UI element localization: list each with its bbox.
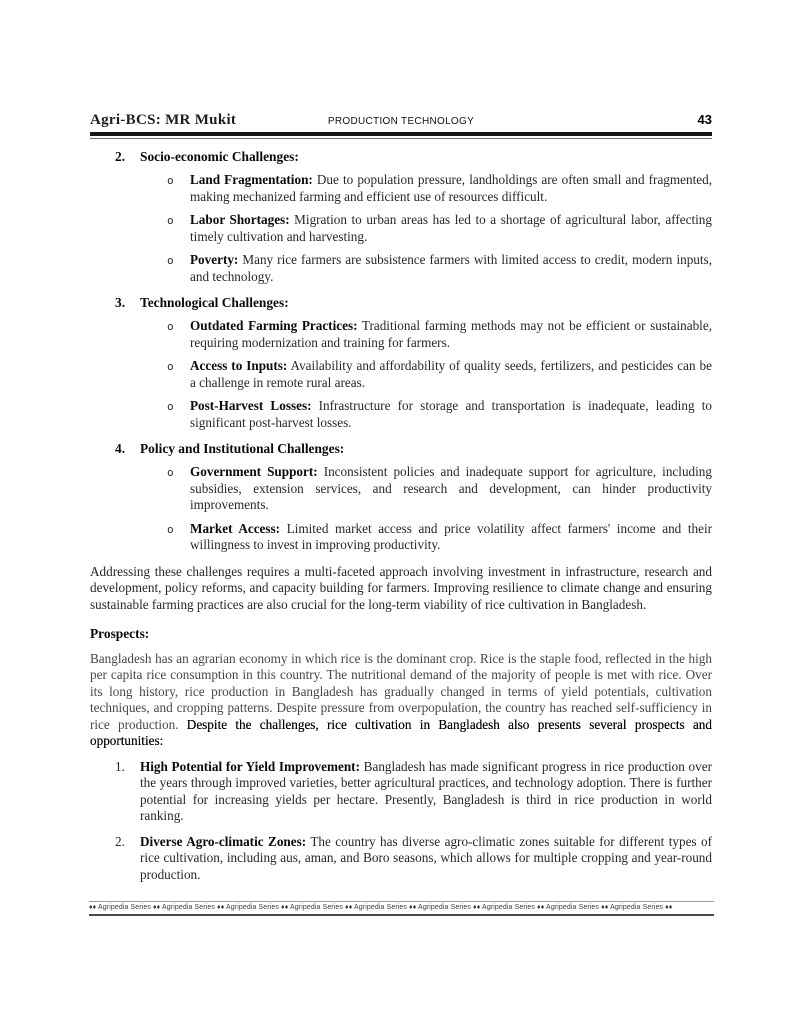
section-number: 3.: [115, 295, 126, 310]
bullet-label: Labor Shortages:: [190, 212, 290, 227]
page-footer: [89, 901, 714, 916]
page-header: [90, 112, 712, 129]
page-content: [90, 112, 712, 883]
prospect-item: [90, 834, 712, 884]
bullet-label: Post-Harvest Losses:: [190, 398, 312, 413]
item-text: The country has diverse agro-climatic zones suitable for different types of rice cultivation, including aus, aman, and Boro seasons, which allows for multiple cropping and year-round production.: [140, 833, 713, 882]
circle-bullet-icon: o: [167, 174, 174, 187]
circle-bullet-icon: o: [167, 466, 174, 479]
section-title: Technological Challenges:: [140, 295, 289, 310]
section-technological: [90, 294, 712, 431]
paragraph-prospects-emphasis: Despite the challenges, rice cultivation in Bangladesh also presents several prospects and opportunities:: [90, 716, 712, 748]
item-number: 1.: [115, 758, 125, 774]
prospects-heading: Prospects:: [90, 626, 150, 641]
bullet-text: Migration to urban areas has led to a shortage of agricultural labor, affecting timely cultivation and harvesting.: [190, 212, 712, 244]
item-text: Bangladesh has made significant progress in rice production over the years through improved varieties, better agricultural practices, and technology adoption. There is further potential for increasing yields per hectare. Presently, Bangladesh is third in rice production in world ranking.: [140, 758, 712, 823]
section-socio-economic: [90, 148, 712, 285]
section-number: 2.: [115, 149, 126, 164]
bullet-text: Availability and affordability of quality seeds, fertilizers, and pesticides can be a challenge in remote rural areas.: [190, 358, 712, 390]
bullet-label: Government Support:: [190, 464, 318, 479]
section-heading: [90, 294, 712, 311]
list-item: [90, 252, 712, 285]
prospect-item: [90, 759, 712, 825]
paragraph-prospects: [90, 651, 712, 750]
list-item: [90, 212, 712, 245]
list-item: [90, 318, 712, 351]
section-policy-institutional: [90, 440, 712, 554]
circle-bullet-icon: o: [167, 320, 174, 333]
header-book-title: Agri-BCS: MR Mukit: [90, 112, 237, 128]
bullet-label: Land Fragmentation:: [190, 172, 313, 187]
footer-series-banner: ♦♦ Agripedia Series ♦♦ Agripedia Series ♦♦ Agripedia Series ♦♦ Agripedia Series ♦♦ Agripedia Series ♦♦ Agripedia Series ♦♦ Agripedia Series ♦♦ Agripedia Series ♦♦ Agripedia Series ♦♦: [89, 904, 673, 911]
item-number: 2.: [115, 833, 125, 849]
paragraph-addressing-challenges: Addressing these challenges requires a multi-faceted approach involving investment in infrastructure, research and development, policy reforms, and capacity building for farmers. Improving resilience to climate change and ensuring sustainable farming practices are also crucial for the long-term viability of rice cultivation in Bangladesh.: [90, 563, 712, 612]
bullet-text: Limited market access and price volatility affect farmers' income and their willingness to invest in improving productivity.: [190, 520, 713, 552]
document-body: [90, 148, 712, 883]
circle-bullet-icon: o: [167, 360, 174, 373]
section-number: 4.: [115, 441, 126, 456]
bullet-label: Access to Inputs:: [190, 358, 288, 373]
bullet-label: Market Access:: [190, 520, 281, 536]
bullet-label: Poverty:: [190, 252, 239, 267]
section-title: Socio-economic Challenges:: [140, 149, 299, 164]
paragraph-prospects-lead: Bangladesh has an agrarian economy in which rice is the dominant crop. Rice is the staple food, reflected in the high per capita rice consumption in this country. The nutritional demand of the majority of people is met with rice. Over its long history, rice production in Bangladesh has gradually changed in terms of yield potentials, cultivation techniques, and cropping patterns. Despite pressure from overpopulation, the country has reached self-sufficiency in rice production.: [90, 650, 712, 732]
bullet-text: Inconsistent policies and inadequate support for agriculture, including subsidies, extension services, and research and development, can hinder productivity improvements.: [190, 464, 712, 512]
bullet-text: Due to population pressure, landholdings are often small and fragmented, making mechanized farming and efficient use of resources difficult.: [190, 172, 713, 204]
header-divider: [90, 132, 712, 139]
circle-bullet-icon: o: [167, 400, 174, 413]
section-heading: [90, 440, 712, 457]
item-label: High Potential for Yield Improvement:: [140, 758, 360, 774]
item-label: Diverse Agro-climatic Zones:: [140, 833, 307, 849]
page-number: 43: [697, 112, 712, 127]
circle-bullet-icon: o: [167, 254, 174, 267]
section-heading: [90, 148, 712, 165]
bullet-text: Traditional farming methods may not be efficient or sustainable, requiring modernization and training for farmers.: [190, 318, 712, 350]
section-title: Policy and Institutional Challenges:: [140, 441, 345, 456]
list-item: [90, 398, 712, 431]
circle-bullet-icon: o: [167, 214, 174, 227]
bullet-text: Many rice farmers are subsistence farmers with limited access to credit, modern inputs, and technology.: [190, 252, 712, 284]
bullet-text: Infrastructure for storage and transportation is inadequate, leading to significant post-harvest losses.: [190, 398, 712, 430]
circle-bullet-icon: o: [167, 522, 174, 536]
list-item: [90, 464, 712, 514]
list-item: [90, 172, 712, 205]
list-item: [90, 521, 712, 554]
list-item: [90, 358, 712, 391]
bullet-label: Outdated Farming Practices:: [190, 318, 358, 333]
header-chapter-title: PRODUCTION TECHNOLOGY: [327, 116, 475, 127]
